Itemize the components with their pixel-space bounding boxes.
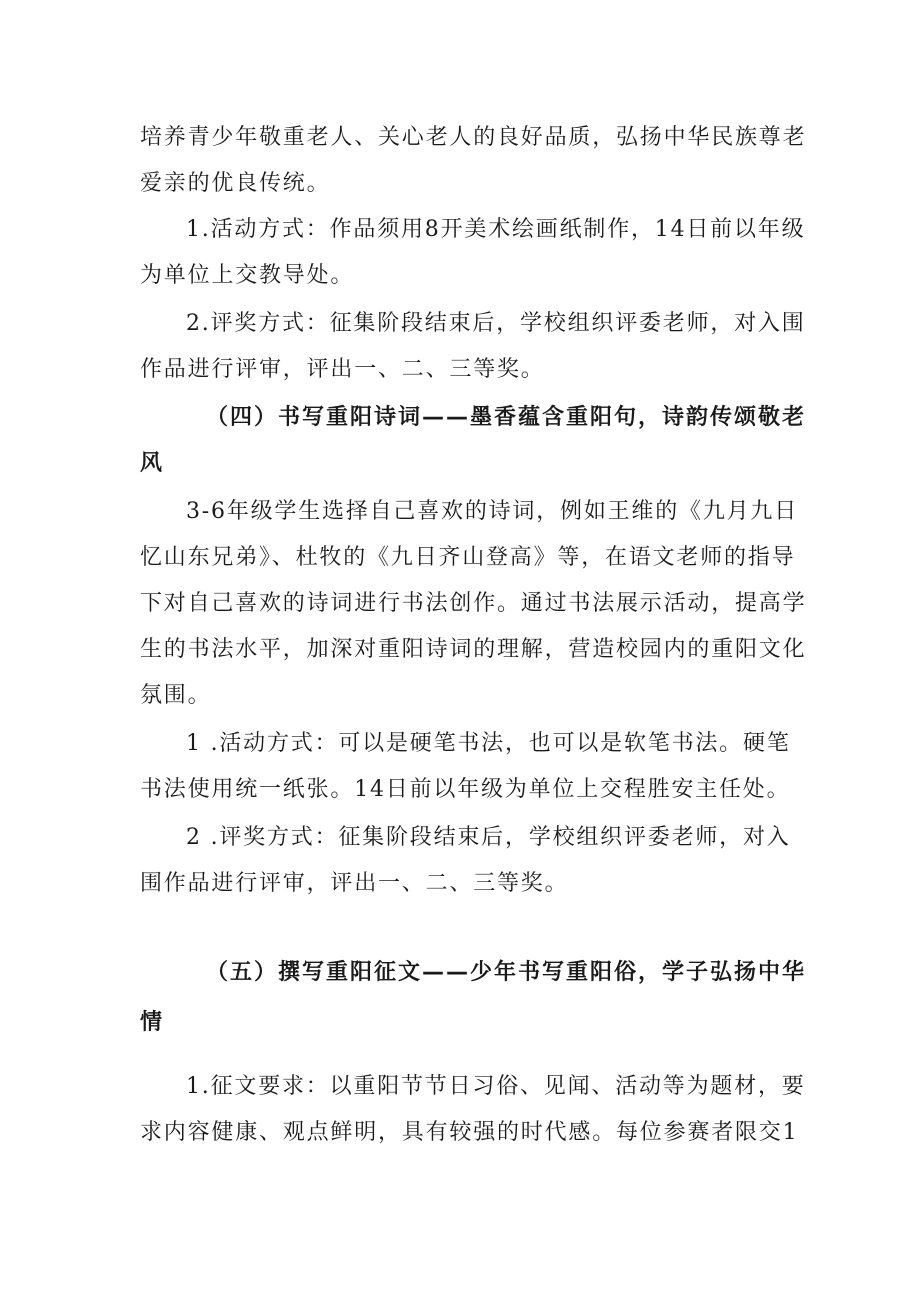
paragraph-line: 求内容健康、观点鲜明，具有较强的时代感。每位参赛者限交1: [140, 1120, 799, 1145]
paragraph-line: 氛围。: [140, 683, 212, 708]
section-heading: （五）撰写重阳征文——少年书写重阳俗，学子弘扬中华: [206, 960, 807, 985]
list-item-line: 2.评奖方式：征集阶段结束后，学校组织评委老师，对入围: [186, 311, 806, 336]
paragraph-line: 围作品进行评审，评出一、二、三等奖。: [140, 871, 569, 896]
list-item-line: 1 .活动方式：可以是硬笔书法，也可以是软笔书法。硬笔: [186, 731, 791, 756]
list-item-line: 1.活动方式：作品须用8开美术绘画纸制作，14日前以年级: [186, 217, 806, 242]
section-heading-continued: 情: [140, 1010, 165, 1035]
paragraph-line: 爱亲的优良传统。: [140, 171, 331, 196]
section-heading: （四）书写重阳诗词——墨香蕴含重阳句，诗韵传颂敬老: [206, 405, 807, 430]
paragraph-line: 作品进行评审，评出一、二、三等奖。: [140, 357, 545, 382]
paragraph-line: 为单位上交教导处。: [140, 263, 355, 288]
paragraph-line: 下对自己喜欢的诗词进行书法创作。通过书法展示活动，提高学: [140, 591, 807, 616]
list-item-line: 1.征文要求：以重阳节节日习俗、见闻、活动等为题材，要: [186, 1074, 806, 1099]
paragraph-line: 3-6年级学生选择自己喜欢的诗词，例如王维的《九月九日: [186, 499, 799, 524]
section-heading-continued: 风: [140, 451, 165, 476]
list-item-line: 2 .评奖方式：征集阶段结束后，学校组织评委老师，对入: [186, 825, 791, 850]
paragraph-line: 忆山东兄弟》、杜牧的《九日齐山登高》等，在语文老师的指导: [140, 545, 796, 570]
paragraph-line: 书法使用统一纸张。14日前以年级为单位上交程胜安主任处。: [140, 777, 791, 802]
paragraph-line: 生的书法水平，加深对重阳诗词的理解，营造校园内的重阳文化: [140, 637, 807, 662]
paragraph-line: 培养青少年敬重老人、关心老人的良好品质，弘扬中华民族尊老: [140, 125, 807, 150]
